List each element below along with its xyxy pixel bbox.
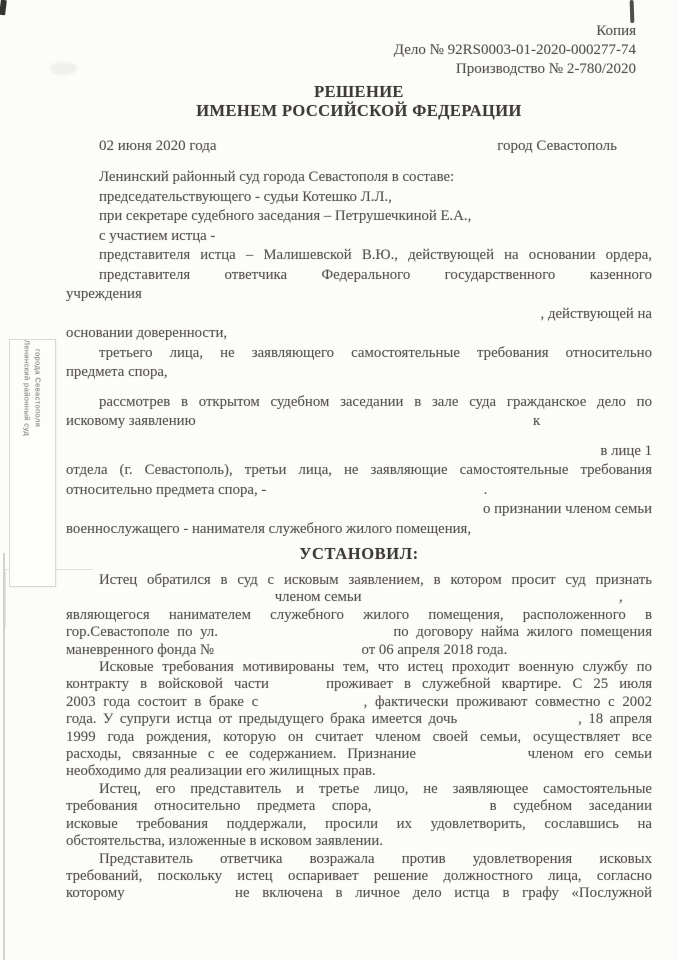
text-segment: исковому заявлению [66,413,196,429]
intro-block [66,168,652,539]
text-segment: . [483,481,488,498]
text-segment: в лице 1 [600,442,652,459]
text-line [66,442,652,462]
text-line [66,207,652,227]
text-line [66,344,652,364]
redacted-gap [365,599,615,601]
case-number: Дело № 92RS0003-01-2020-000277-74 [393,42,636,58]
text-line [66,589,652,606]
text-segment: требования относительно предмета спора, [66,798,372,815]
text-segment: исковые требования поддержали, просили их удовлетворить, сославшись на [66,815,652,832]
text-segment: , фактически проживают совместно с 2002 [363,693,652,710]
copy-label: Копия [596,23,636,39]
text-line [66,168,652,188]
text-line [66,798,652,815]
redacted-gap [270,492,480,494]
redacted-gap [427,756,517,758]
redacted-gap [388,808,473,810]
text-segment: относительно предмета спора, - [66,481,267,498]
text-segment: контракту в войсковой части [66,676,269,693]
text-line [66,885,652,902]
text-segment: маневренного фонда № [66,641,215,658]
redacted-gap [66,599,271,601]
dateline [66,136,652,156]
redacted-gap [218,652,358,654]
text-line [66,781,652,798]
text-line [66,285,652,305]
scan-artifact-corner-mark [0,0,7,15]
text-segment: представителя ответчика Федерального государственного казенного [99,266,652,283]
redacted-gap [464,721,572,723]
text-segment: являющегося нанимателем служебного жилого помещения, расположенного в [66,606,652,623]
text-segment: предмета спора, [66,364,168,380]
text-segment: основании доверенности, [66,325,228,341]
redacted-gap [280,686,315,688]
text-line [66,393,652,413]
text-line [66,659,652,676]
text-line [66,607,652,624]
text-segment: по договору найма жилого помещения [393,624,653,641]
text-line [66,305,652,325]
text-segment: при секретаре судебного заседания – Петрушечкиной Е.А., [99,208,472,224]
text-segment: членом его семьи [527,746,652,763]
text-segment: расходы, связанные с ее содержанием. Признание [66,746,416,763]
section-heading-ustanovil: УСТАНОВИЛ: [299,544,419,563]
text-line [66,500,652,520]
document-content [66,22,652,903]
text-line [66,729,652,746]
text-line [66,833,652,850]
text-segment: учреждения [66,286,142,302]
title-in-the-name: ИМЕНЕМ РОССИЙСКОЙ ФЕДЕРАЦИИ [196,100,522,120]
text-segment: которому [66,885,125,902]
text-segment: гор.Севастополе по ул. [66,624,218,641]
text-line [66,868,652,885]
text-segment: проживает в служебной квартире. С 25 июля [326,676,653,693]
text-segment: 1999 года рождения, которую он считает членом своей семьи, осуществляет все [66,728,652,745]
document-title [66,83,652,120]
text-segment: военнослужащего - нанимателя служебного жилого помещения, [66,520,472,537]
text-segment: членом семьи [274,589,362,606]
text-line [66,851,652,868]
decision-date: 02 июня 2020 года [99,138,217,154]
text-segment: о признании членом семьи [483,501,652,517]
text-segment: Ленинский районный суд города Севастополя в составе: [99,169,455,185]
text-line [66,572,652,589]
text-line [66,227,652,247]
text-segment: председательствующего - судьи Котешко Л.Л., [99,188,392,205]
text-segment: представителя истца – Малишевской В.Ю., действующей на основании ордера, [99,247,652,263]
text-segment: Исковые требования мотивированы тем, что истец проходит военную службу по [99,659,652,676]
text-line [66,246,652,266]
text-line [66,461,652,481]
text-segment: с участием истца - [99,227,216,244]
redacted-gap [137,895,222,897]
text-line [66,676,652,693]
text-line [66,816,652,833]
text-segment: рассмотрев в открытом судебном заседании в зале суда гражданское дело по [99,393,652,410]
text-segment: Истец, его представитель и третье лицо, не заявляющее самостоятельные [99,780,652,797]
text-line [66,412,652,432]
blank-line [66,383,652,393]
text-segment: обстоятельства, изложенные в исковом заявлении. [66,833,383,850]
decision-city: город Севастополь [497,138,617,154]
text-line [66,324,652,344]
title-decision: РЕШЕНИЕ [314,82,404,101]
scan-artifact-top-tick [630,0,635,23]
redacted-gap [199,423,529,425]
court-stamp-tab [9,339,56,587]
text-segment: третьего лица, не заявляющего самостоятельные требования относительно [99,344,652,361]
text-segment: , [618,589,623,606]
text-segment: 2003 года состоит в браке с [66,693,259,710]
text-line [66,694,652,711]
text-line [66,520,652,540]
redacted-gap [226,634,386,636]
text-segment: от 06 апреля 2018 года. [361,641,508,658]
text-segment: , 18 апреля [578,711,653,728]
text-segment: , действующей на [540,305,652,322]
text-line [66,746,652,763]
text-segment: Истец обратился в суд с исковым заявлением, в котором просит суд признать [99,572,652,588]
stamp-line-court: Ленинский районный суд [22,340,32,437]
text-segment: года. У супруги истца от предыдущего брака имеется дочь [66,711,458,728]
text-segment: Представитель ответчика возражала против удовлетворения исковых [99,850,652,867]
blank-line [66,432,652,442]
text-line [66,763,652,780]
text-line [66,363,652,383]
text-line [66,624,652,641]
text-line [66,642,652,659]
text-segment: в судебном заседании [489,798,653,815]
text-segment: не включена в личное дело истца в графу «Послужной [235,885,652,902]
header-meta-block [66,22,652,79]
text-segment: требований, поскольку истец оспаривает решение должностного лица, согласно [66,867,652,884]
text-line [66,188,652,208]
proceeding-number: Производство № 2-780/2020 [455,61,636,77]
text-line [66,711,652,728]
text-line [66,481,652,501]
court-stamp-text [22,340,44,586]
stamp-line-city: города Севастополя [33,348,43,428]
established-block [66,572,652,903]
text-segment: отдела (г. Севастополь), третьи лица, не заявляющие самостоятельные требования [66,462,652,478]
scan-artifact-fold-line-vertical [5,569,6,627]
text-segment: к [533,413,541,429]
redacted-gap [266,704,356,706]
text-line [66,266,652,286]
text-segment: необходимо для реализации его жилищных прав. [66,763,376,780]
